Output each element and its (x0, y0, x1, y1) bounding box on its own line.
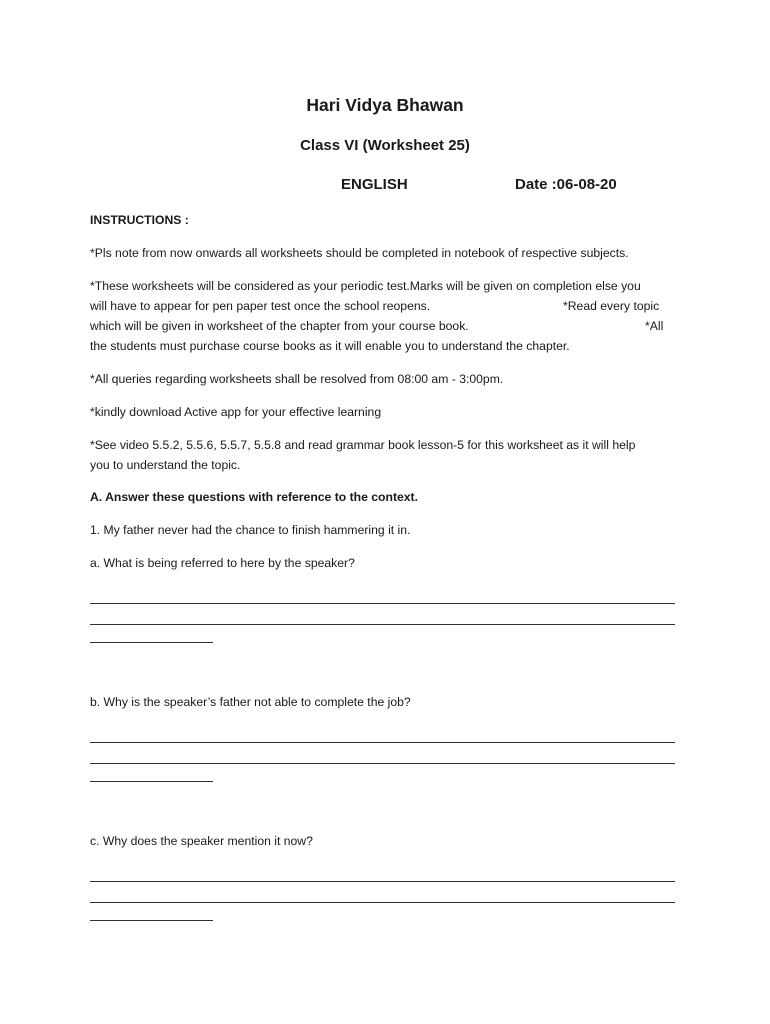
subject-date-row (0, 176, 770, 198)
instruction-note-queries (90, 369, 675, 389)
instruction-text: *Pls note from now onwards all worksheets should be completed in notebook of respective subjects. (90, 246, 629, 260)
answer-line (90, 603, 675, 604)
answer-line (90, 902, 675, 903)
instruction-text: *Read every topic (563, 299, 660, 313)
instruction-note-app (90, 402, 675, 422)
instruction-text: *All (645, 319, 664, 333)
answer-line (90, 920, 213, 921)
school-name: Hari Vidya Bhawan (306, 95, 464, 115)
instruction-text: *See video 5.5.2, 5.5.6, 5.5.7, 5.5.8 and read grammar book lesson-5 for this worksheet as it will help (90, 438, 636, 452)
answer-line (90, 781, 213, 782)
instructions-heading: INSTRUCTIONS : (90, 213, 189, 227)
subject-label: ENGLISH (341, 176, 408, 193)
instruction-text: the students must purchase course books as it will enable you to understand the chapter. (90, 339, 570, 353)
extract-line: 1. My father never had the chance to finish hammering it in. (90, 523, 411, 537)
answer-line (90, 881, 675, 882)
question-b: b. Why is the speaker’s father not able to complete the job? (90, 695, 411, 709)
instruction-note-periodic-test (90, 276, 675, 358)
instruction-text: you to understand the topic. (90, 458, 241, 472)
question-a: a. What is being referred to here by the speaker? (90, 556, 355, 570)
instruction-note-video (90, 435, 675, 475)
class-title: Class VI (Worksheet 25) (300, 137, 470, 154)
instruction-text: will have to appear for pen paper test once the school reopens. (90, 299, 431, 313)
instruction-text: *kindly download Active app for your effective learning (90, 405, 382, 419)
section-a-heading: A. Answer these questions with reference to the context. (90, 490, 419, 504)
instruction-text: *These worksheets will be considered as your periodic test.Marks will be given on completion else you (90, 279, 641, 293)
instruction-text: which will be given in worksheet of the chapter from your course book. (90, 319, 469, 333)
instruction-note-notebook (90, 243, 675, 263)
answer-line (90, 763, 675, 764)
date-label: Date :06-08-20 (515, 176, 617, 193)
instruction-text: *All queries regarding worksheets shall be resolved from 08:00 am - 3:00pm. (90, 372, 504, 386)
answer-line (90, 624, 675, 625)
answer-line (90, 742, 675, 743)
question-c: c. Why does the speaker mention it now? (90, 834, 313, 848)
answer-line (90, 642, 213, 643)
